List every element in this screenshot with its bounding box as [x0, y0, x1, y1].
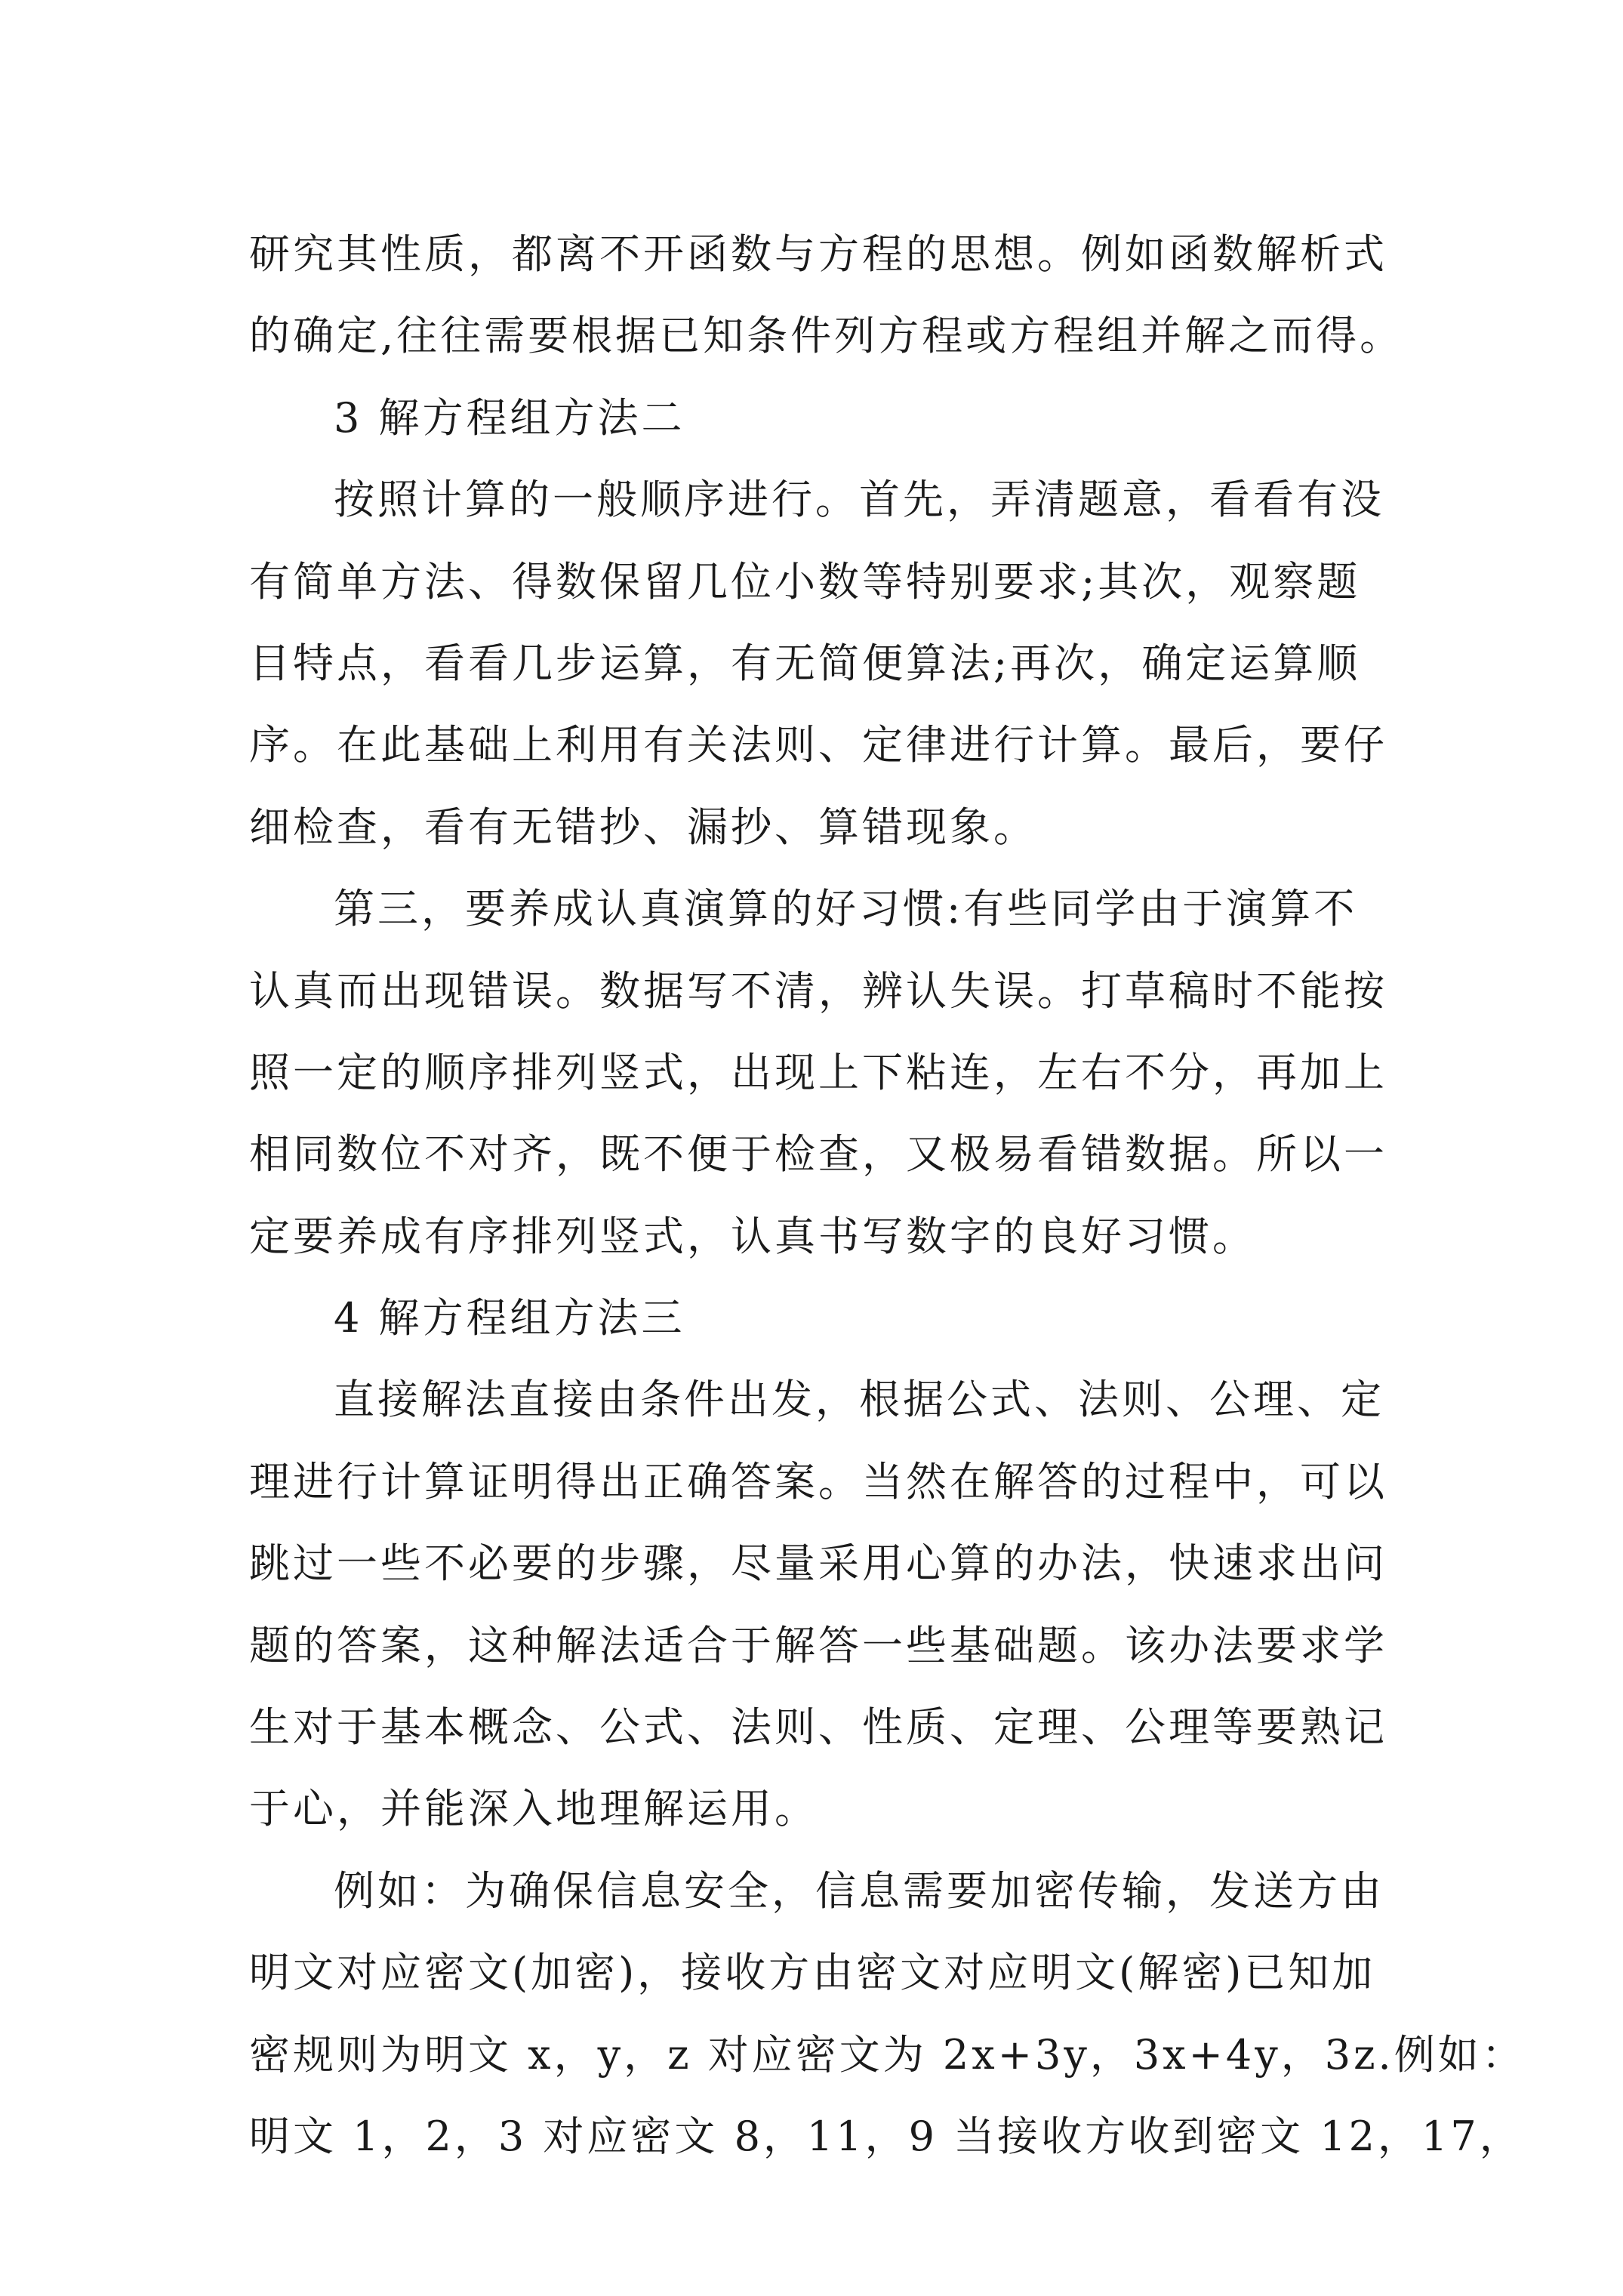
text-line-20: 于心，并能深入地理解运用。	[249, 1785, 818, 1833]
text-line-11: 照一定的顺序排列竖式，出现上下粘连，左右不分，再加上	[249, 1048, 1387, 1096]
text-line-23: 密规则为明文 x，y，z 对应密文为 2x+3y，3x+4y，3z.例如：	[249, 2030, 1526, 2079]
text-line-13: 定要养成有序排列竖式，认真书写数字的良好习惯。	[249, 1212, 1256, 1260]
document-body	[249, 214, 1526, 2177]
text-line-21: 例如：为确保信息安全，信息需要加密传输，发送方由	[334, 1866, 1384, 1915]
text-line-1: 研究其性质，都离不开函数与方程的思想。例如函数解析式	[249, 230, 1387, 278]
text-line-6: 目特点，看看几步运算，有无简便算法;再次，确定运算顺	[249, 639, 1361, 687]
text-line-7: 序。在此基础上利用有关法则、定律进行计算。最后，要仔	[249, 721, 1387, 769]
text-line-15: 直接解法直接由条件出发，根据公式、法则、公理、定	[334, 1376, 1384, 1424]
text-line-8: 细检查，看有无错抄、漏抄、算错现象。	[249, 803, 1037, 851]
text-line-24: 明文 1，2，3 对应密文 8，11，9 当接收方收到密文 12，17，	[249, 2112, 1523, 2160]
text-line-18: 题的答案，这种解法适合于解答一些基础题。该办法要求学	[249, 1621, 1387, 1669]
text-line-4: 按照计算的一般顺序进行。首先，弄清题意，看看有没	[334, 476, 1384, 524]
text-line-22: 明文对应密文(加密)，接收方由密文对应明文(解密)已知加	[249, 1949, 1376, 1997]
text-line-16: 理进行计算证明得出正确答案。当然在解答的过程中，可以	[249, 1457, 1387, 1505]
text-line-17: 跳过一些不必要的步骤，尽量采用心算的办法，快速求出问	[249, 1539, 1387, 1588]
section-heading-method-2: 3 解方程组方法二	[334, 393, 685, 442]
text-line-19: 生对于基本概念、公式、法则、性质、定理、公理等要熟记	[249, 1703, 1387, 1752]
text-line-12: 相同数位不对齐，既不便于检查，又极易看错数据。所以一	[249, 1130, 1387, 1179]
text-line-2: 的确定,往往需要根据已知条件列方程或方程组并解之而得。	[249, 312, 1404, 360]
text-line-5: 有简单方法、得数保留几位小数等特别要求;其次，观察题	[249, 557, 1361, 606]
text-line-10: 认真而出现错误。数据写不清，辨认失误。打草稿时不能按	[249, 966, 1387, 1015]
section-heading-method-3: 4 解方程组方法三	[334, 1294, 685, 1342]
text-line-9: 第三，要养成认真演算的好习惯:有些同学由于演算不	[334, 885, 1358, 933]
